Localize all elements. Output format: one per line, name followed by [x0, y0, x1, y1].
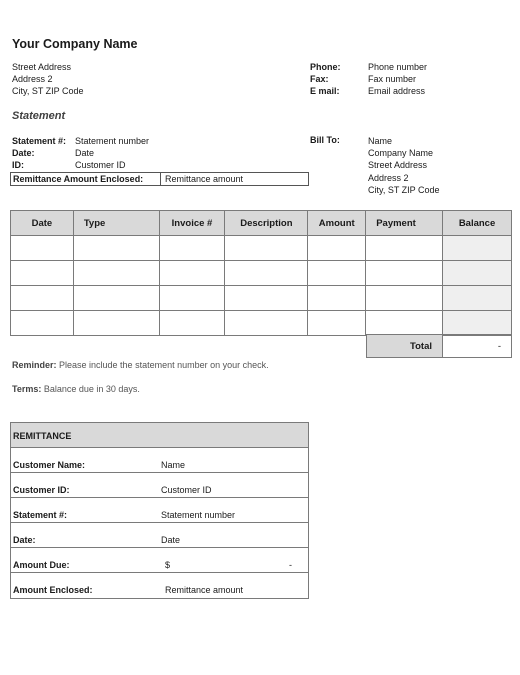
col-header-amount: Amount [308, 211, 366, 236]
email-value: Email address [368, 86, 426, 96]
table-cell[interactable] [73, 236, 159, 261]
table-cell[interactable] [366, 236, 443, 261]
reminder-note [12, 360, 269, 370]
table-cell[interactable] [366, 261, 443, 286]
bill-to-label: Bill To: [310, 135, 340, 145]
terms-note [12, 384, 140, 394]
customer-id-label: ID: [12, 160, 24, 170]
statement-title: Statement [12, 110, 66, 122]
table-cell[interactable] [11, 311, 74, 336]
col-header-invoice: Invoice # [159, 211, 225, 236]
col-header-payment: Payment [366, 211, 443, 236]
statement-number-label: Statement #: [12, 136, 67, 146]
table-cell[interactable] [73, 286, 159, 311]
phone-label: Phone: [310, 62, 341, 72]
remittance-section [10, 422, 309, 599]
table-row [11, 236, 512, 261]
reminder-text: Please include the statement number on your check. [56, 360, 269, 370]
table-cell[interactable] [225, 286, 308, 311]
remittance-amount-label: Remittance Amount Enclosed: [11, 173, 161, 185]
table-cell-balance [443, 261, 512, 286]
table-cell-balance [443, 236, 512, 261]
bill-to-name: Name [368, 136, 393, 146]
remittance-row [11, 548, 308, 573]
remittance-row-label: Date: [13, 535, 36, 545]
table-cell[interactable] [366, 286, 443, 311]
remittance-amount-value[interactable]: Remittance amount [165, 174, 244, 184]
fax-label: Fax: [310, 74, 329, 84]
reminder-label: Reminder: [12, 360, 57, 370]
company-address2: Address 2 [12, 74, 53, 84]
phone-value: Phone number [368, 62, 428, 72]
remittance-amount-box [10, 172, 309, 186]
statement-date-label: Date: [12, 148, 35, 158]
email-label: E mail: [310, 86, 340, 96]
company-name: Your Company Name [12, 37, 138, 51]
table-cell[interactable] [225, 261, 308, 286]
table-cell[interactable] [159, 261, 225, 286]
statement-date-value: Date [75, 148, 95, 158]
terms-label: Terms: [12, 384, 42, 394]
col-header-description: Description [225, 211, 308, 236]
table-cell[interactable] [366, 311, 443, 336]
table-cell-balance [443, 311, 512, 336]
remittance-row-value[interactable]: Statement number [161, 510, 236, 520]
table-cell[interactable] [159, 286, 225, 311]
table-cell[interactable] [159, 236, 225, 261]
total-label: Total [366, 334, 443, 358]
table-row [11, 311, 512, 336]
amount-due-dash: - [289, 560, 292, 570]
table-cell[interactable] [11, 236, 74, 261]
table-cell[interactable] [73, 311, 159, 336]
remittance-row [11, 573, 308, 598]
remittance-row-label: Customer ID: [13, 485, 70, 495]
company-street: Street Address [12, 62, 72, 72]
statement-items-table [10, 210, 512, 336]
bill-to-address2: Address 2 [368, 173, 409, 183]
remittance-row-label: Statement #: [13, 510, 68, 520]
table-cell[interactable] [308, 261, 366, 286]
bill-to-company: Company Name [368, 148, 434, 158]
remittance-title: REMITTANCE [11, 423, 308, 448]
col-header-date: Date [11, 211, 74, 236]
terms-text: Balance due in 30 days. [41, 384, 140, 394]
table-row [11, 261, 512, 286]
remittance-row [11, 448, 308, 473]
remittance-row-value[interactable]: Customer ID [161, 485, 212, 495]
remittance-row-label: Amount Due: [13, 560, 70, 570]
total-value: - [443, 334, 512, 358]
remittance-row-value[interactable]: Name [161, 460, 186, 470]
bill-to-city: City, ST ZIP Code [368, 185, 440, 195]
remittance-row-value[interactable]: Remittance amount [165, 585, 244, 595]
table-cell[interactable] [11, 261, 74, 286]
remittance-row-value[interactable]: $ [165, 560, 171, 570]
table-cell[interactable] [159, 311, 225, 336]
table-cell[interactable] [73, 261, 159, 286]
col-header-type: Type [73, 211, 159, 236]
table-cell[interactable] [11, 286, 74, 311]
remittance-row [11, 498, 308, 523]
col-header-balance: Balance [443, 211, 512, 236]
fax-value: Fax number [368, 74, 417, 84]
total-row [366, 334, 512, 358]
table-cell[interactable] [308, 236, 366, 261]
table-row [11, 286, 512, 311]
company-city: City, ST ZIP Code [12, 86, 84, 96]
remittance-row-value[interactable]: Date [161, 535, 181, 545]
remittance-row [11, 523, 308, 548]
table-header-row [11, 211, 512, 236]
remittance-row [11, 473, 308, 498]
table-cell[interactable] [308, 311, 366, 336]
remittance-row-label: Customer Name: [13, 460, 86, 470]
remittance-row-label: Amount Enclosed: [13, 585, 93, 595]
bill-to-street: Street Address [368, 160, 428, 170]
table-cell-balance [443, 286, 512, 311]
table-cell[interactable] [225, 311, 308, 336]
customer-id-value: Customer ID [75, 160, 126, 170]
table-cell[interactable] [308, 286, 366, 311]
statement-number-value: Statement number [75, 136, 150, 146]
table-cell[interactable] [225, 236, 308, 261]
